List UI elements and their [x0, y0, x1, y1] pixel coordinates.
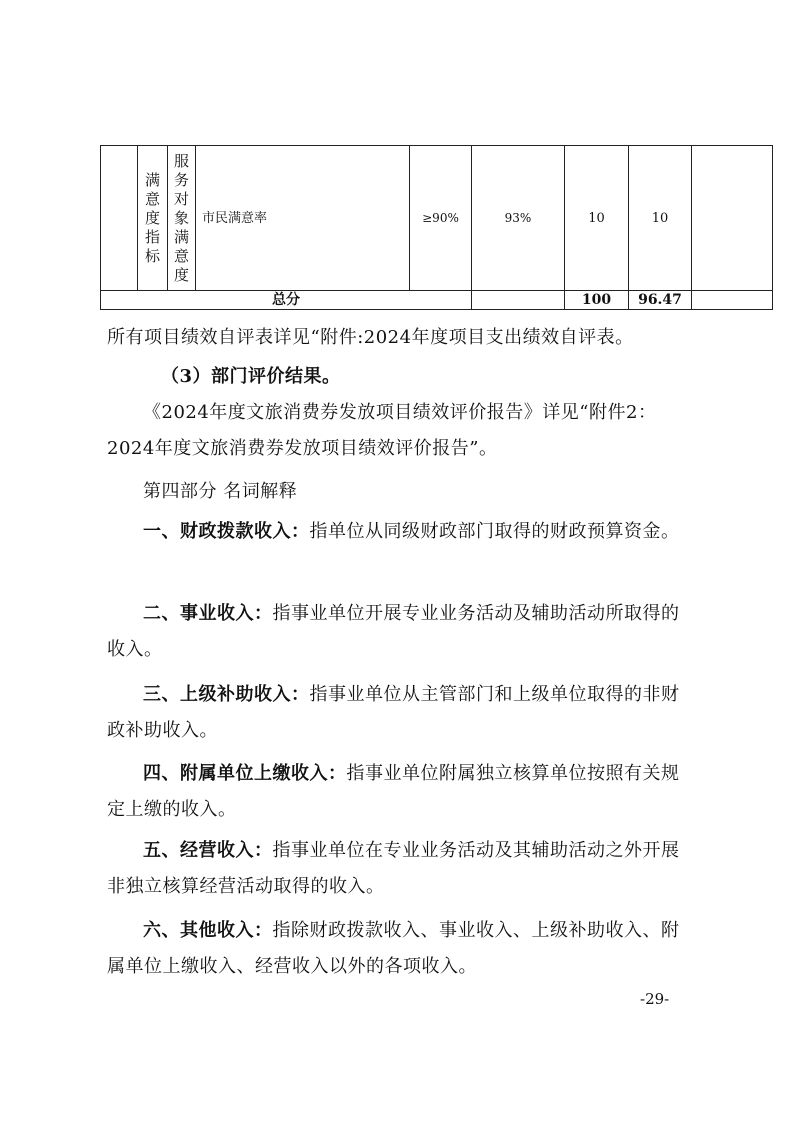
score-cell: 10 [629, 146, 692, 291]
total-remark-cell [692, 291, 773, 310]
term-definition [107, 677, 692, 749]
term-label: 五、经营收入： [143, 840, 273, 861]
table-cell-level2 [138, 146, 168, 291]
term-label: 三、上级补助收入： [143, 684, 310, 705]
paragraph-report: 《2024年度文旅消费券发放项目绩效评价报告》详见“附件2：2024年度文旅消费券发放项目绩效评价报告”。 [107, 402, 657, 459]
term-definition [107, 514, 692, 550]
remark-cell [692, 146, 773, 291]
subheading-text: （3）部门评价结果。 [161, 366, 341, 387]
term-label: 二、事业收入： [143, 603, 273, 624]
actual-cell: 93% [472, 146, 565, 291]
term-text: 指事业单位开展专业业务活动及辅助活动所取得的收入。 [107, 603, 680, 660]
term-definition [107, 596, 692, 668]
term-text: 指单位从同级财政部门取得的财政预算资金。 [309, 521, 680, 542]
weight-cell: 10 [565, 146, 629, 291]
term-label: 一、财政拨款收入： [143, 521, 310, 542]
term-definition [107, 833, 692, 905]
term-text: 指事业单位从主管部门和上级单位取得的非财政补助收入。 [107, 684, 680, 741]
total-weight-cell: 100 [565, 291, 629, 310]
table-row [101, 146, 773, 291]
level2-label: 满意度指标 [144, 170, 160, 265]
performance-table [100, 145, 773, 310]
section-title: 第四部分 名词解释 [143, 481, 298, 502]
indicator-cell: 市民满意率 [196, 146, 410, 291]
total-label-cell: 总分 [101, 291, 472, 310]
table-total-row [101, 291, 773, 310]
page-number: -29- [640, 990, 670, 1008]
table-cell-level1 [101, 146, 138, 291]
total-empty-cell [472, 291, 565, 310]
term-text: 指事业单位附属独立核算单位按照有关规定上缴的收入。 [107, 763, 680, 820]
term-text: 指除财政拨款收入、事业收入、上级补助收入、附属单位上缴收入、经营收入以外的各项收入。 [107, 920, 680, 977]
level3-label: 服务对象满意度 [173, 151, 189, 284]
paragraph-self-eval: 所有项目绩效自评表详见“附件:2024年度项目支出绩效自评表。 [107, 327, 634, 348]
total-score-cell: 96.47 [629, 291, 692, 310]
term-text: 指事业单位在专业业务活动及其辅助活动之外开展非独立核算经营活动取得的收入。 [107, 840, 680, 897]
target-cell: ≥90% [410, 146, 472, 291]
term-definition [107, 913, 692, 985]
subheading-department-eval [107, 359, 692, 395]
term-definition [107, 756, 692, 828]
table-cell-level3 [168, 146, 196, 291]
term-label: 六、其他收入： [143, 920, 273, 941]
term-label: 四、附属单位上缴收入： [143, 763, 347, 784]
